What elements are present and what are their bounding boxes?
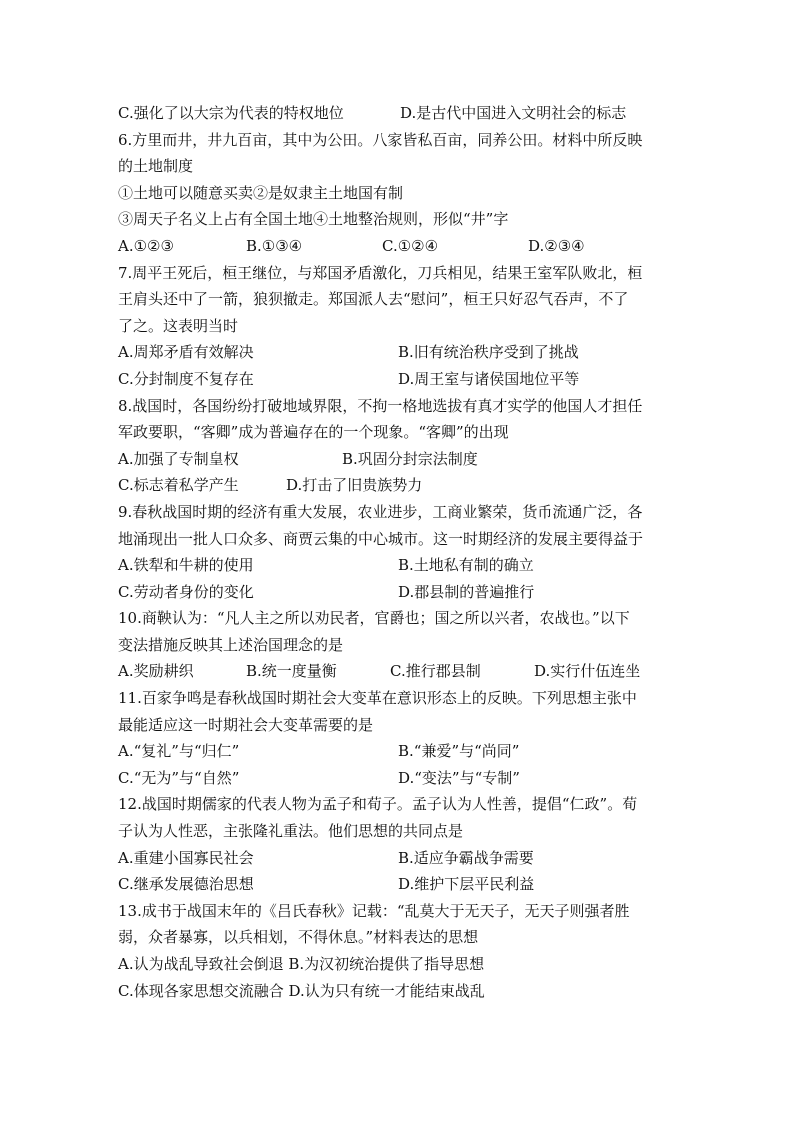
q9-option-a: A.铁犁和牛耕的使用 — [118, 556, 254, 575]
q8-options-cd — [118, 472, 678, 499]
q10-option-d: D.实行什伍连坐 — [534, 662, 641, 681]
q8-options-ab — [118, 446, 678, 473]
q9-options-ab — [118, 552, 678, 579]
q7-option-b: B.旧有统治秩序受到了挑战 — [398, 343, 579, 362]
q6-stem-line-1: 6.方里而井，井九百亩，其中为公田。八家皆私百亩，同养公田。材料中所反映 — [118, 130, 643, 149]
q10-option-b: B.统一度量衡 — [246, 662, 337, 681]
q6-options — [118, 233, 678, 260]
q11-options-cd — [118, 765, 678, 792]
q10-stem-line-1: 10.商鞅认为：“凡人主之所以劝民者，官爵也；国之所以兴者，农战也。”以下 — [118, 609, 630, 628]
q6-stem-line-2: 的土地制度 — [118, 157, 194, 176]
q6-option-d: D.②③④ — [528, 236, 585, 255]
exam-page — [118, 100, 678, 1004]
q9-option-b: B.土地私有制的确立 — [398, 556, 534, 575]
q5-option-d: D.是古代中国进入文明社会的标志 — [400, 104, 627, 122]
q10-option-c: C.推行郡县制 — [390, 662, 481, 681]
q10-option-a: A.奖励耕织 — [118, 662, 194, 681]
q9-option-c: C.劳动者身份的变化 — [118, 582, 254, 601]
q6-option-b: B.①③④ — [246, 236, 303, 255]
q9-option-d: D.郡县制的普遍推行 — [398, 582, 535, 601]
q12-option-d: D.维护下层平民利益 — [398, 875, 535, 894]
q7-option-a: A.周郑矛盾有效解决 — [118, 343, 254, 362]
q8-option-b: B.巩固分封宗法制度 — [342, 449, 478, 468]
q12-stem-line-2: 子认为人性恶，主张隆礼重法。他们思想的共同点是 — [118, 822, 464, 841]
q7-stem-line-3: 了之。这表明当时 — [118, 316, 239, 335]
q6-items-line-1: ①土地可以随意买卖②是奴隶主土地国有制 — [118, 183, 404, 202]
q13-options-ab: A.认为战乱导致社会倒退 B.为汉初统治提供了指导思想 — [118, 955, 485, 973]
q11-stem-line-1: 11.百家争鸣是春秋战国时期社会大变革在意识形态上的反映。下列思想主张中 — [118, 689, 637, 708]
q12-option-c: C.继承发展德治思想 — [118, 875, 254, 894]
q12-option-b: B.适应争霸战争需要 — [398, 848, 534, 867]
q8-stem-line-1: 8.战国时，各国纷纷打破地域界限，不拘一格地选拔有真才实学的他国人才担任 — [118, 396, 643, 415]
q6-option-a: A.①②③ — [118, 236, 174, 255]
q9-options-cd — [118, 579, 678, 606]
q9-stem-line-2: 地涌现出一批人口众多、商贾云集的中心城市。这一时期经济的发展主要得益于 — [118, 529, 644, 548]
q10-options — [118, 658, 678, 685]
q13-stem-line-1: 13.成书于战国末年的《吕氏春秋》记载：“乱莫大于无天子，无天子则强者胜 — [118, 901, 630, 920]
q8-option-a: A.加强了专制皇权 — [118, 449, 239, 468]
q12-stem-line-1: 12.战国时期儒家的代表人物为孟子和荀子。孟子认为人性善，提倡“仁政”。荀 — [118, 795, 638, 814]
q7-stem-line-2: 王肩头还中了一箭，狼狈撤走。郑国派人去“慰问”，桓王只好忍气吞声，不了 — [118, 290, 629, 309]
q8-option-d: D.打击了旧贵族势力 — [286, 476, 423, 495]
q12-options-ab — [118, 845, 678, 872]
q11-option-b: B.“兼爱”与“尚同” — [398, 742, 520, 761]
q7-option-d: D.周王室与诸侯国地位平等 — [398, 369, 580, 388]
q10-stem-line-2: 变法措施反映其上述治国理念的是 — [118, 635, 344, 654]
q7-options-cd — [118, 366, 678, 393]
q13-stem-line-2: 弱，众者暴寡，以兵相划，不得休息。”材料表达的思想 — [118, 928, 479, 947]
q7-stem-line-1: 7.周平王死后，桓王继位，与郑国矛盾激化，刀兵相见，结果王室军队败北，桓 — [118, 263, 643, 282]
q8-stem-line-2: 军政要职，“客卿”成为普遍存在的一个现象。“客卿”的出现 — [118, 423, 509, 442]
q7-option-c: C.分封制度不复存在 — [118, 369, 254, 388]
q6-option-c: C.①②④ — [382, 236, 439, 255]
q12-options-cd — [118, 871, 678, 898]
q11-option-d: D.“变法”与“专制” — [398, 768, 520, 787]
q11-option-a: A.“复礼”与“归仁” — [118, 742, 240, 761]
q5-options-cd — [118, 100, 678, 127]
q11-options-ab — [118, 738, 678, 765]
q11-stem-line-2: 最能适应这一时期社会大变革需要的是 — [118, 715, 374, 734]
q11-option-c: C.“无为”与“自然” — [118, 768, 240, 787]
q6-items-line-2: ③周天子名义上占有全国土地④土地整治规则，形似“井”字 — [118, 210, 509, 229]
q8-option-c: C.标志着私学产生 — [118, 476, 239, 495]
q9-stem-line-1: 9.春秋战国时期的经济有重大发展，农业进步，工商业繁荣，货币流通广泛，各 — [118, 502, 643, 521]
q13-options-cd: C.体现各家思想交流融合 D.认为只有统一才能结束战乱 — [118, 981, 485, 1000]
q7-options-ab — [118, 339, 678, 366]
q12-option-a: A.重建小国寡民社会 — [118, 848, 254, 867]
q5-option-c: C.强化了以大宗为代表的特权地位 — [118, 104, 344, 122]
